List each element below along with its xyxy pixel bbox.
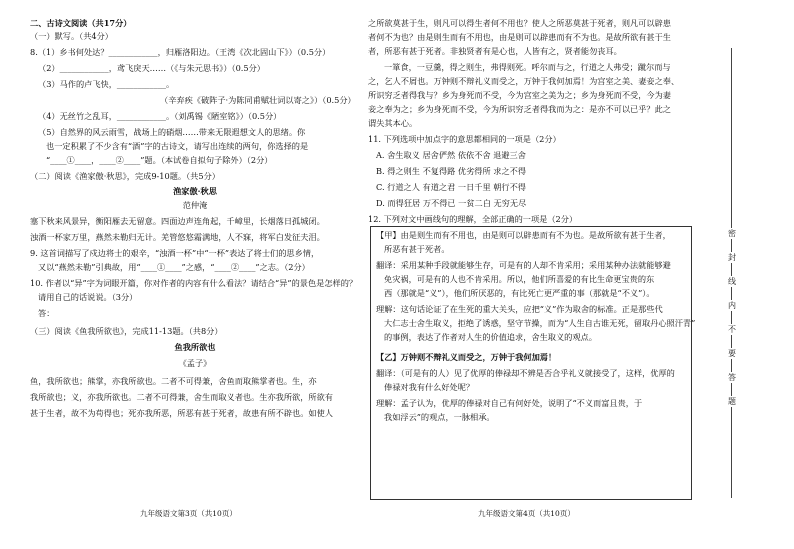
question-line: 9. 这首词描写了戍边将士的艰辛，“浊酒一杯”中“一杯”表达了将士们的思乡情， — [30, 248, 320, 258]
binding-char: 内 — [725, 300, 739, 311]
passage-line: 谓失其本心。 — [368, 118, 418, 128]
question-line: 8.（1）乡书何处达？____________，归雁洛阳边。（王湾《次北固山下》）（0.5分） — [30, 47, 331, 57]
option-line: 所恶有甚于死者。 — [384, 244, 450, 254]
binding-char: 封 — [725, 252, 739, 263]
section-heading: 二、古诗文阅读（共17分） — [30, 18, 132, 28]
binding-margin — [714, 48, 750, 498]
binding-char: 答 — [725, 372, 739, 383]
option-line: 【甲】由是则生而有不用也，由是则可以辟患而有不为也。是故所欲有甚于生者， — [376, 230, 671, 240]
binding-char: 线 — [725, 276, 739, 287]
question-line: 12. 下列对文中画线句的理解，全部正确的一项是（2分） — [368, 214, 578, 224]
poem-title: 渔家傲·秋思 — [173, 186, 217, 196]
passage-line: 一箪食，一豆羹，得之则生，弗得则死。呼尔而与之，行道之人弗受；蹴尔而与 — [384, 62, 671, 72]
question-line: 也一定积累了不少含有“酒”字的古诗文，请写出连续的两句，你选择的是 — [46, 141, 309, 151]
option-line: 我如浮云”的观点，一脉相承。 — [384, 412, 495, 422]
page-footer: 九年级语文第3页（共10页） — [140, 509, 237, 518]
option-line: 理解：孟子认为，优厚的俸禄对自己有何好处，说明了“不义而富且贵，于 — [376, 398, 643, 408]
option-line: 翻译：（可是有的人）见了优厚的俸禄却不辨是否合乎礼义就接受了，这样，优厚的 — [376, 368, 675, 378]
binding-line — [731, 48, 732, 498]
poem-line: 浊酒一杯家万里，燕然未勒归无计。羌管悠悠霜满地，人不寐，将军白发征夫泪。 — [30, 232, 325, 242]
binding-char: 题 — [725, 396, 739, 407]
question-line: 11. 下列选项中加点字的意思都相同的一项是（2分） — [368, 134, 561, 144]
option-line: A. 舍生取义 居舍俨然 依依不舍 退避三舍 — [376, 150, 526, 160]
option-line: 西（那就是“义”），他们所厌恶的，有比死亡更严重的事（那就是“不义”）。 — [384, 288, 655, 298]
right-page — [368, 0, 696, 549]
passage-line: 之所欲莫甚于生，则凡可以得生者何不用也？使人之所恶莫甚于死者，则凡可以辟患 — [368, 18, 671, 28]
answer-line: 答： — [38, 308, 55, 318]
question-line: （4）无丝竹之乱耳，____________。（刘禹锡《陋室铭》）（0.5分） — [38, 111, 282, 121]
option-line: D. 而得狂居 万不得已 一贫二白 无穷无尽 — [376, 198, 527, 208]
passage-line: 所识穷乏者得我与？乡为身死而不受，今为宫室之美为之；乡为身死而不受，今为妻 — [368, 90, 671, 100]
passage-line: 妾之奉为之；乡为身死而不受，今为所识穷乏者得我而为之：是亦不可以已乎？此之 — [368, 104, 671, 114]
subsection-heading: （三）阅读《鱼我所欲也》，完成11-13题。（共8分） — [30, 326, 223, 336]
subsection-heading: （一）默写。（共4分） — [30, 31, 113, 41]
option-line: 理解：这句话论证了在生死的重大关头，应把“义”作为取舍的标准。正是那些代 — [376, 304, 663, 314]
passage-line: 者，所恶有甚于死者。非独贤者有是心也，人皆有之，贤者能勿丧耳。 — [368, 46, 622, 56]
passage-line: 之，乞人不屑也。万钟则不辩礼义而受之，万钟于我何加焉！为宫室之美、妻妾之奉、 — [368, 76, 680, 86]
poem-line: 塞下秋来风景异，衡阳雁去无留意。四面边声连角起，千嶂里，长烟落日孤城闭。 — [30, 216, 325, 226]
question-line: （3）马作的卢飞快，____________。 — [38, 79, 175, 89]
passage-line: 者何不为也？由是则生而有不用也，由是则可以辟患而有不为也。是故所欲有甚于生 — [368, 32, 671, 42]
option-line: 【乙】万钟则不辩礼义而受之，万钟于我何加焉！ — [376, 352, 557, 362]
question-source: （辛弃疾《破阵子·为陈同甫赋壮词以寄之》）（0.5分） — [160, 95, 356, 105]
option-line: B. 得之则生 不复得路 优劣得所 求之不得 — [376, 166, 527, 176]
option-line: 翻译：采用某种手段就能够生存，可是有的人却不肯采用；采用某种办法就能够避 — [376, 260, 671, 270]
option-line: 的事例，表达了作者对人生的价值追求，舍生取义的观点。 — [384, 332, 597, 342]
option-line: C. 行道之人 有道之君 一日千里 朝行不得 — [376, 182, 526, 192]
passage-line: 鱼，我所欲也；熊掌，亦我所欲也。二者不可得兼，舍鱼而取熊掌者也。生，亦 — [30, 376, 317, 386]
question-line: “____①____，____②____”题。（本试卷自拟句子除外）（2分） — [46, 155, 273, 165]
question-line: 10. 作者以“异”字为词眼开篇，你对作者的内容有什么看法？请结合“异”的景色是怎样的？ — [30, 278, 358, 288]
binding-char: 不 — [725, 324, 739, 335]
option-line: 俸禄对我有什么好处呢？ — [384, 382, 475, 392]
page-footer: 九年级语文第4页（共10页） — [478, 509, 575, 518]
binding-char: 要 — [725, 348, 739, 359]
question-line: 又以“燕然未勒”引典故，用“____①____”之感，“____②____”之志。（2分） — [38, 262, 310, 272]
option-line: 免灾祸，可是有的人也不肯采用。所以，他们所喜爱的有比生命更宝贵的东 — [384, 274, 655, 284]
question-line: （5）自然界的风云雨雪，战场上的硝烟……带来无限遐想文人的思绪。你 — [38, 127, 306, 137]
subsection-heading: （二）阅读《渔家傲·秋思》，完成9-10题。（共5分） — [30, 171, 220, 181]
passage-title: 鱼我所欲也 — [174, 342, 216, 352]
question-line: （2）____________，鸢飞戾天……（《与朱元思书》）（0.5分） — [38, 63, 265, 73]
passage-author: 《孟子》 — [178, 358, 212, 368]
passage-line: 甚于生者，故不为苟得也；死亦我所恶，所恶有甚于死者，故患有所不辟也。如使人 — [30, 408, 333, 418]
option-line: 大仁志士舍生取义，拒绝了诱惑，坚守节操，而为“人生自古谁无死，留取丹心照汗青” — [384, 318, 696, 328]
passage-line: 我所欲也；义，亦我所欲也。二者不可得兼，舍生而取义者也。生亦我所欲，所欲有 — [30, 392, 333, 402]
binding-char: 密 — [725, 228, 739, 239]
poem-author: 范仲淹 — [182, 200, 208, 210]
question-line: 请用自己的话说说。（3分） — [38, 292, 138, 302]
left-page — [30, 0, 360, 549]
